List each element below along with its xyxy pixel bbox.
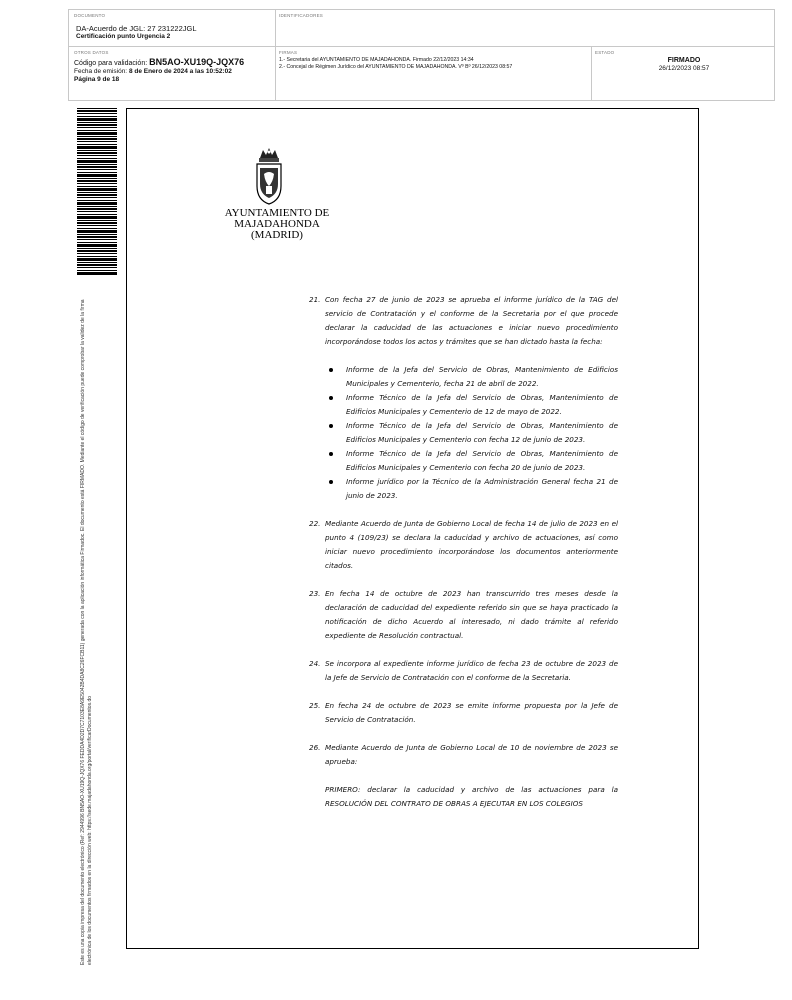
list-item [311,517,618,573]
item-text: Se incorpora al expediente informe jurídico de fecha 23 de octubre de 2023 de la Jefe de Servicio de Contratación con el conforme de la Secretaria. [325,659,618,682]
codigo-value: BN5AO-XU19Q-JQX76 [149,57,245,67]
bullet-text: Informe Técnico de la Jefa del Servicio de Obras, Mantenimiento de Edificios Municipales y Cementerio con fecha 20 de junio de 2023. [346,449,618,472]
item-number: 26. [309,743,321,752]
document-header [68,9,775,101]
codigo-prefix: Código para validación: [74,60,148,67]
list-item [311,293,618,349]
fecha-value: 8 de Enero de 2024 a las 10:52:02 [128,68,232,75]
otros-datos-cell [74,50,274,84]
bullet-text: Informe Técnico de la Jefa del Servicio de Obras, Mantenimiento de Edificios Municipales y Cementerio de 12 de mayo de 2022. [346,393,618,416]
bullet-icon [329,452,333,456]
identificadores-label: IDENTIFICADORES [279,13,324,18]
otros-datos-label: OTROS DATOS [74,50,109,55]
item-number: 22. [309,519,321,528]
firma-2: 2.- Concejal de Régimen Jurídico del AYUNTAMIENTO DE MAJADAHONDA. Vº Bº 26/12/2023 08:57 [279,64,513,70]
final-paragraph-text: PRIMERO: declarar la caducidad y archivo de las actuaciones para la RESOLUCIÓN DEL CONTRATO DE OBRAS A EJECUTAR EN LOS COLEGIOS [325,785,618,808]
documento-line1: DA-Acuerdo de JGL: 27 231222JGL [76,24,197,33]
list-item [311,699,618,727]
item-number: 23. [309,589,321,598]
document-body [311,293,618,811]
organization-name [202,208,352,241]
bullet-item [311,447,618,475]
bullet-icon [329,424,333,428]
estado-cell [595,50,773,73]
bullet-icon [329,368,333,372]
documento-label: DOCUMENTO [74,13,106,18]
item-text: En fecha 14 de octubre de 2023 han transcurrido tres meses desde la declaración de caducidad del expediente referido sin que se haya practicado la notificación de dicho Acuerdo al interesado, ni dado trámite al referido expediente de Resolución contractual. [325,589,618,640]
item-number: 24. [309,659,321,668]
firmas-cell [279,50,589,71]
documento-cell [74,13,269,41]
bullet-icon [329,396,333,400]
item-text: En fecha 24 de octubre de 2023 se emite informe propuesta por la Jefe de Servicio de Contratación. [325,701,618,724]
bullet-item [311,419,618,447]
fecha-prefix: Fecha de emisión: [74,68,128,75]
verification-side-text: Este es una copia impresa del documento electrónico (Ref: 2944996 BN5AO-XU19Q-JQX76 FEDDA4D2D7C7103E8A9E5042B4DA8C26FCB11) generada con la aplicación informática Firmadoc. El documento está FIRMADO. Mediante el código de verificación puede comprobar la validez de la firma electrónica de los documentos firmados en la dirección web: https://sede.majadahonda.org/portal/verificarDocumentos.do [80,299,93,965]
coat-of-arms-icon [251,144,287,208]
item-number: 25. [309,701,321,710]
bullet-item [311,475,618,503]
bullet-item [311,391,618,419]
bullet-item [311,363,618,391]
barcode-image [77,108,117,276]
document-page [126,108,699,949]
list-item [311,587,618,643]
bullet-text: Informe jurídico por la Técnico de la Administración General fecha 21 de junio de 2023. [346,477,618,500]
org-line-2: MAJADAHONDA [234,218,320,230]
list-item [311,657,618,685]
firma-1: 1.- Secretaria del AYUNTAMIENTO DE MAJADAHONDA. Firmado 22/12/2023 14:34 [279,57,474,63]
list-item [311,741,618,769]
identificadores-cell [279,13,579,18]
bullet-icon [329,480,333,484]
estado-label: ESTADO [595,50,615,55]
item-text: Mediante Acuerdo de Junta de Gobierno Local de 10 de noviembre de 2023 se aprueba: [325,743,618,766]
pagina: Página 9 de 18 [74,76,120,83]
bullet-text: Informe de la Jefa del Servicio de Obras, Mantenimiento de Edificios Municipales y Cementerio, fecha 21 de abril de 2022. [346,365,618,388]
org-line-3: (MADRID) [251,229,303,241]
item-text: Con fecha 27 de junio de 2023 se aprueba el informe jurídico de la TAG del servicio de Contratación y el conforme de la Secretaria por el que procede declarar la caducidad de las actuaciones e iniciar nuevo procedimiento incorporándose todos los actos y trámites que se han dictado hasta la fecha: [325,295,618,346]
final-paragraph [311,783,618,811]
documento-line2: Certificación punto Urgencia 2 [76,33,171,40]
firmas-label: FIRMAS [279,50,298,55]
estado-value: FIRMADO [667,57,701,64]
item-text: Mediante Acuerdo de Junta de Gobierno Local de fecha 14 de julio de 2023 en el punto 4 (109/23) se declara la caducidad y archivo de actuaciones, así como iniciar nuevo procedimiento incorporándose los documentos anteriormente citados. [325,519,618,570]
estado-date: 26/12/2023 08:57 [658,65,710,72]
org-line-1: AYUNTAMIENTO DE [224,207,330,219]
item-number: 21. [309,295,321,304]
bullet-text: Informe Técnico de la Jefa del Servicio de Obras, Mantenimiento de Edificios Municipales y Cementerio con fecha 12 de junio de 2023. [346,421,618,444]
